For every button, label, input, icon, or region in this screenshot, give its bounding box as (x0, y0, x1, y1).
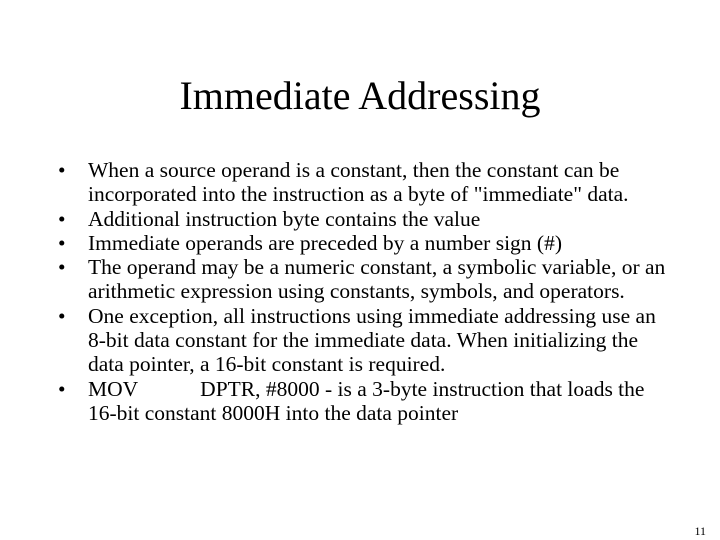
bullet-text: Immediate operands are preceded by a number sign (#) (88, 230, 562, 255)
bullet-dot-icon: • (58, 206, 66, 231)
bullet-list (58, 158, 678, 425)
bullet-item-1 (58, 158, 678, 207)
bullet-dot-icon: • (58, 303, 66, 328)
bullet-item-2 (58, 207, 678, 231)
bullet-text: One exception, all instructions using immediate addressing use an 8-bit data constant for the immediate data. When initializing the data pointer, a 16-bit constant is required. (88, 303, 656, 377)
slide-title: Immediate Addressing (179, 73, 541, 118)
bullet-item-5 (58, 304, 678, 377)
mov-mnemonic: MOV (88, 376, 139, 401)
mov-description: DPTR, #8000 - is a 3-byte instruction that loads the 16-bit constant 8000H into the data pointer (88, 376, 645, 425)
bullet-dot-icon: • (58, 376, 66, 401)
bullet-dot-icon: • (58, 230, 66, 255)
bullet-item-3 (58, 231, 678, 255)
bullet-text: When a source operand is a constant, then the constant can be incorporated into the instruction as a byte of "immediate" data. (88, 158, 629, 207)
bullet-text: Additional instruction byte contains the value (88, 206, 481, 231)
bullet-dot-icon: • (58, 255, 66, 280)
bullet-item-6 (58, 377, 678, 426)
bullet-dot-icon: • (58, 158, 66, 182)
bullet-item-4 (58, 255, 678, 304)
page-number: 11 (694, 524, 706, 538)
bullet-text: The operand may be a numeric constant, a symbolic variable, or an arithmetic expression using constants, symbols, and operators. (88, 255, 666, 304)
